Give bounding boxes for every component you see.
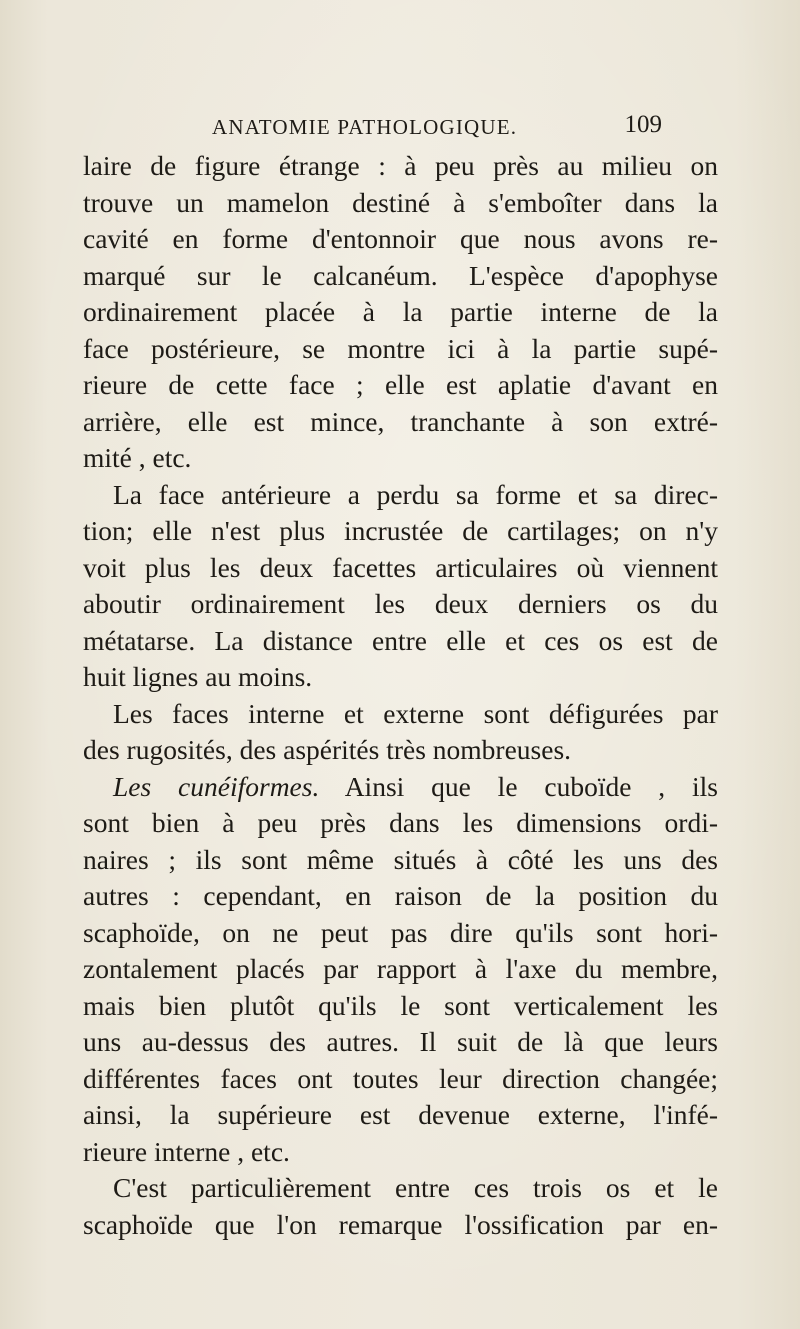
text-line: sont bien à peu près dans les dimensions ordi- xyxy=(83,807,718,838)
text-line: scaphoïde, on ne peut pas dire qu'ils sont hori- xyxy=(83,916,718,948)
text-line: tion; elle n'est plus incrustée de cartilages; on n'y xyxy=(83,515,718,546)
text-line: uns au-dessus des autres. Il suit de là que leurs xyxy=(83,1026,718,1057)
text-line: mité , etc. xyxy=(83,442,192,473)
text-line: scaphoïde que l'on remarque l'ossification par en- xyxy=(83,1208,718,1240)
text-line: ordinairement placée à la partie interne de la xyxy=(83,296,718,327)
text-line: rieure de cette face ; elle est aplatie d'avant en xyxy=(83,369,718,400)
paragraph-start-line xyxy=(83,769,718,806)
text-line: différentes faces ont toutes leur direction changée; xyxy=(83,1062,718,1094)
text-line: rieure interne , etc. xyxy=(83,1135,290,1167)
paragraph-start-line: Les faces interne et externe sont défigurées par xyxy=(113,697,718,729)
body-text xyxy=(83,148,718,1243)
text-line: ainsi, la supérieure est devenue externe, l'infé- xyxy=(83,1099,718,1130)
text-fragment: Ainsi que le cuboïde , ils xyxy=(344,770,718,802)
paragraph-start-line: La face antérieure a perdu sa forme et sa direc- xyxy=(113,478,718,510)
paragraph-start-line: C'est particulièrement entre ces trois os et le xyxy=(113,1172,718,1203)
text-line: aboutir ordinairement les deux derniers os du xyxy=(83,588,718,619)
text-line: des rugosités, des aspérités très nombreuses. xyxy=(83,734,572,765)
running-head xyxy=(212,111,662,141)
text-line: voit plus les deux facettes articulaires où viennent xyxy=(83,551,718,583)
text-line: naires ; ils sont même situés à côté les uns des xyxy=(83,843,718,875)
text-line: huit lignes au moins. xyxy=(83,661,313,692)
text-line: marqué sur le calcanéum. L'espèce d'apophyse xyxy=(83,259,718,291)
text-line: cavité en forme d'entonnoir que nous avons re- xyxy=(83,223,718,254)
page-number: 109 xyxy=(624,111,662,138)
text-line: arrière, elle est mince, tranchante à son extré- xyxy=(83,405,718,437)
text-line: zontalement placés par rapport à l'axe du membre, xyxy=(83,953,718,984)
text-line: face postérieure, se montre ici à la partie supé- xyxy=(83,332,718,364)
section-heading-italic: Les cunéiformes. xyxy=(113,770,320,802)
text-line: autres : cependant, en raison de la position du xyxy=(83,880,718,911)
text-line: laire de figure étrange : à peu près au milieu on xyxy=(83,150,718,181)
text-line: mais bien plutôt qu'ils le sont verticalement les xyxy=(83,989,718,1021)
running-head-title: ANATOMIE PATHOLOGIQUE. xyxy=(212,115,518,139)
text-line: métatarse. La distance entre elle et ces os est de xyxy=(83,624,718,656)
text-line: trouve un mamelon destiné à s'emboîter dans la xyxy=(83,186,718,218)
